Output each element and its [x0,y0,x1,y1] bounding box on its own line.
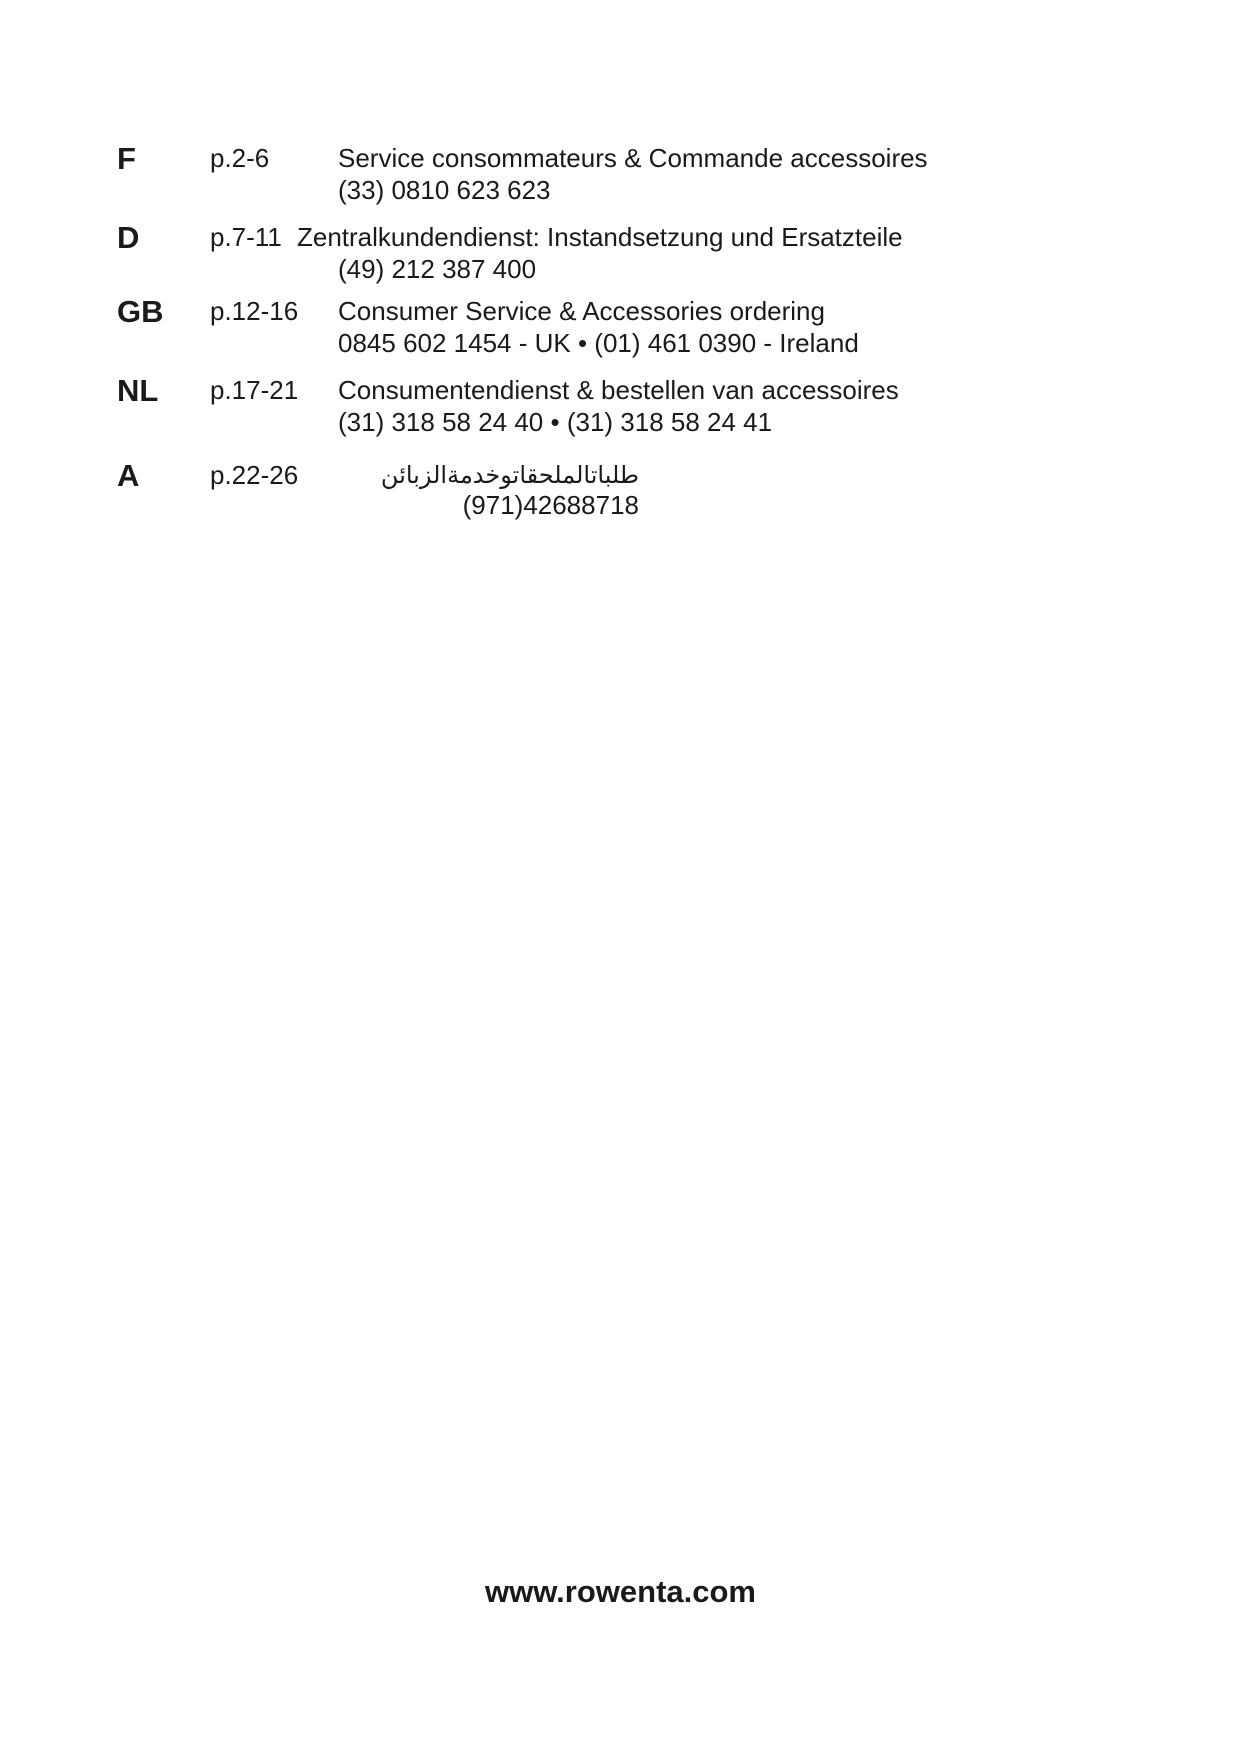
country-code: D [117,220,140,255]
phone-number: (31) 318 58 24 40 • (31) 318 58 24 41 [338,407,773,437]
page-range: p.2-6 [210,143,270,173]
page-range: p.17-21 [210,375,299,405]
entry-netherlands [0,374,1241,444]
service-description: Consumentendienst & bestellen van accessoires [338,375,899,405]
service-description: Consumer Service & Accessories ordering [338,296,825,326]
entry-great-britain [0,295,1241,365]
country-code: NL [117,373,159,408]
page-range: p.22-26 [210,460,299,490]
country-code: F [117,141,136,176]
phone-number: (971)42688718 [462,490,639,520]
phone-number: (49) 212 387 400 [338,254,537,284]
phone-number: (33) 0810 623 623 [338,175,551,205]
service-description: Zentralkundendienst: Instandsetzung und Ersatzteile [297,222,903,252]
country-code: A [117,458,140,493]
service-description: Service consommateurs & Commande accessoires [338,143,928,173]
entry-france [0,142,1241,212]
entry-arabic [0,459,1241,529]
service-description: طلباتالملحقاتوخدمةالزبائن [380,461,639,489]
country-code: GB [117,294,164,329]
phone-number: 0845 602 1454 - UK • (01) 461 0390 - Ireland [338,328,859,358]
entry-germany [0,221,1241,291]
page-range: p.7-11 [210,222,282,252]
page-range: p.12-16 [210,296,299,326]
website-link[interactable]: www.rowenta.com [484,1574,756,1609]
